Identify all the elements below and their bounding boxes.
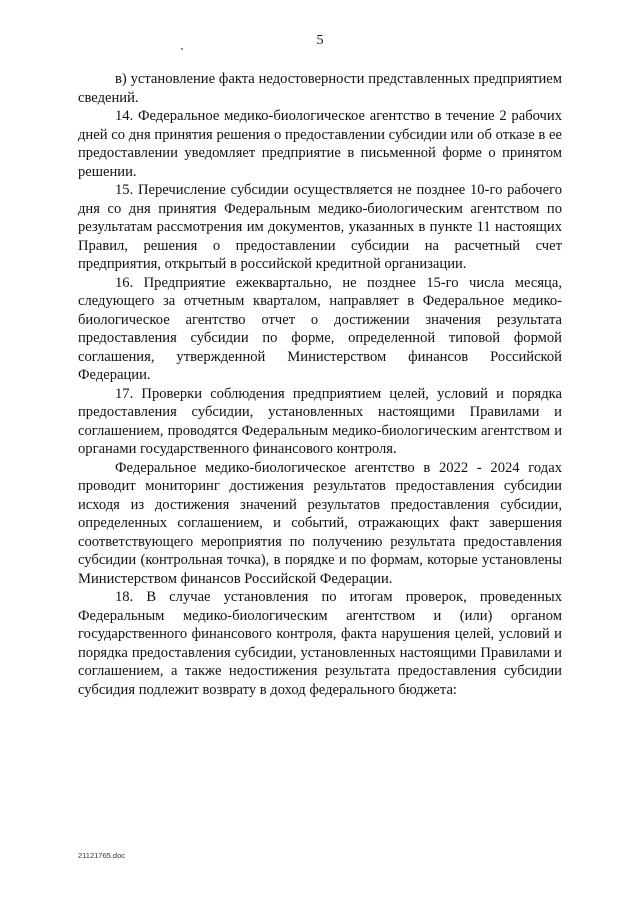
page-number: 5 <box>316 33 324 48</box>
scan-dot <box>181 48 183 50</box>
paragraph-item-v: в) установление факта недостоверности представленных предприятием сведений. <box>78 71 562 106</box>
document-body <box>78 70 562 699</box>
paragraph-monitoring: Федеральное медико-биологическое агентство в 2022 - 2024 годах проводит мониторинг достижения результатов предоставления субсидии исходя из достижения значений результатов предоставления субсидии, определенных соглашением, и событий, отражающих факт завершения соответствующего мероприятия по получению результата предоставления субсидии (контрольная точка), в порядке и по формам, которые установлены Министерством финансов Российской Федерации. <box>78 459 562 587</box>
paragraph-18: 18. В случае установления по итогам проверок, проведенных Федеральным медико-биологическим агентством и (или) органом государственного финансового контроля, факта нарушения целей, условий и порядка предоставления субсидии, установленных настоящими Правилами и соглашением, а также недостижения результата предоставления субсидии субсидия подлежит возврату в доход федерального бюджета: <box>78 589 562 698</box>
paragraph-17: 17. Проверки соблюдения предприятием целей, условий и порядка предоставления субсидии, установленных настоящими Правилами и соглашением, проводятся Федеральным медико-биологическим агентством и органами государственного финансового контроля. <box>78 385 562 457</box>
paragraph-15: 15. Перечисление субсидии осуществляется не позднее 10-го рабочего дня со дня принятия Федеральным медико-биологическим агентством по результатам рассмотрения им документов, указанных в пункте 11 настоящих Правил, решения о предоставлении субсидии на расчетный счет предприятия, открытый в российской кредитной организации. <box>78 182 562 272</box>
file-reference: 21121765.doc <box>78 851 125 860</box>
paragraph-14: 14. Федеральное медико-биологическое агентство в течение 2 рабочих дней со дня принятия решения о предоставлении субсидии или об отказе в ее предоставлении уведомляет предприятие в письменной форме о принятом решении. <box>78 108 562 180</box>
paragraph-16: 16. Предприятие ежеквартально, не позднее 15-го числа месяца, следующего за отчетным кварталом, направляет в Федеральное медико-биологическое агентство отчет о достижении значения результата предоставления субсидии по форме, определенной типовой формой соглашения, утвержденной Министерством финансов Российской Федерации. <box>78 274 562 383</box>
